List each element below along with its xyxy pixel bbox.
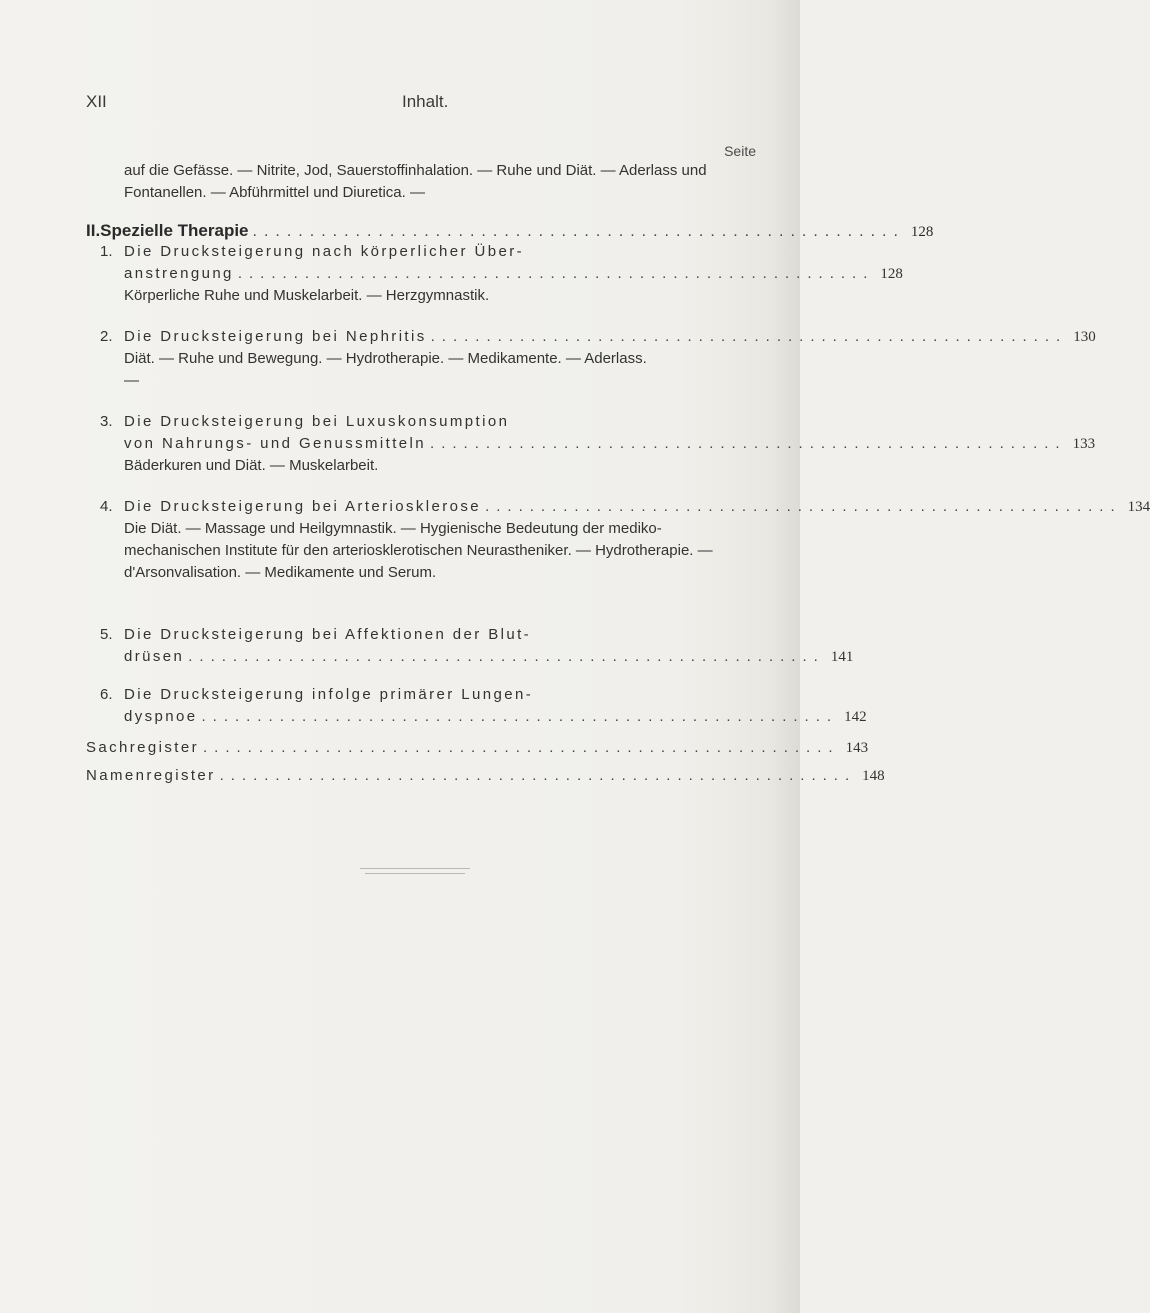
- dot-leader: .........................................................: [430, 328, 1068, 345]
- dot-leader: .........................................................: [203, 739, 840, 756]
- printer-rule: [360, 868, 470, 869]
- dot-leader: .........................................................: [188, 648, 825, 665]
- continuation-text: auf die Gefässe. — Nitrite, Jod, Sauerstoffinhalation. — Ruhe und Diät. — Aderlass und Fontanellen. — Abführmittel und Diuretica. —: [124, 162, 707, 201]
- section-heading: [86, 221, 934, 241]
- entry-description: Diät. — Ruhe und Bewegung. — Hydrotherapie. — Medikamente. — Aderlass. —: [124, 350, 647, 389]
- entry-description: Bäderkuren und Diät. — Muskelarbeit.: [124, 457, 379, 474]
- entry-number: 3.: [100, 413, 113, 430]
- entry-page: 142: [844, 709, 867, 725]
- entry-page: 141: [830, 649, 854, 665]
- toc-entry-1: [100, 241, 903, 307]
- page-roman-number: XII: [86, 92, 107, 111]
- register-page: 143: [845, 740, 869, 756]
- register-title: Sachregister: [86, 739, 200, 756]
- register-sachregister: [86, 737, 869, 759]
- entry-title-line: Die Drucksteigerung bei Luxuskonsumption: [124, 413, 510, 430]
- register-namenregister: [86, 765, 885, 787]
- entry-title-line: anstrengung: [124, 265, 234, 282]
- register-title: Namenregister: [86, 767, 216, 784]
- column-label-seite: Seite: [724, 143, 756, 159]
- dot-leader: .........................................................: [430, 435, 1067, 452]
- entry-page: 130: [1073, 329, 1096, 345]
- register-page: 148: [862, 768, 885, 784]
- entry-number: 6.: [100, 686, 113, 703]
- dot-leader: .........................................................: [219, 767, 857, 784]
- entry-title-line: dyspnoe: [124, 708, 198, 725]
- entry-page: 134: [1127, 499, 1150, 515]
- dot-leader: .........................................................: [237, 265, 875, 282]
- entry-title-line: Die Drucksteigerung bei Arteriosklerose: [124, 498, 482, 515]
- entry-description: Körperliche Ruhe und Muskelarbeit. — Herzgymnastik.: [124, 287, 490, 304]
- entry-title-line: Die Drucksteigerung infolge primärer Lungen-: [124, 686, 534, 703]
- entry-title-line: Die Drucksteigerung nach körperlicher Über-: [124, 243, 524, 260]
- entry-number: 5.: [100, 626, 113, 643]
- entry-description: Die Diät. — Massage und Heilgymnastik. — Hygienische Bedeutung der mediko-mechanischen Institute für den arteriosklerotischen Neurastheniker. — Hydrotherapie. — d'Arsonvalisation. — Medikamente und Serum.: [124, 520, 713, 581]
- entry-title-line: Die Drucksteigerung bei Affektionen der Blut-: [124, 626, 532, 643]
- entry-title-line: drüsen: [124, 648, 185, 665]
- dot-leader: .........................................................: [252, 223, 905, 240]
- dot-leader: .........................................................: [485, 498, 1122, 515]
- section-page: 128: [910, 224, 934, 240]
- toc-entry-5: [100, 624, 854, 668]
- entry-title-line: von Nahrungs- und Genussmitteln: [124, 435, 427, 452]
- running-title: Inhalt.: [402, 92, 449, 111]
- toc-entry-4: [100, 496, 1150, 584]
- toc-entry-3: [100, 411, 1096, 477]
- entry-number: 1.: [100, 243, 113, 260]
- section-roman: II.: [86, 221, 101, 240]
- entry-number: 2.: [100, 328, 113, 345]
- entry-page: 133: [1072, 436, 1096, 452]
- printer-rule: [365, 873, 465, 874]
- dot-leader: .........................................................: [201, 708, 839, 725]
- entry-page: 128: [880, 266, 903, 282]
- entry-title-line: Die Drucksteigerung bei Nephritis: [124, 328, 427, 345]
- entry-number: 4.: [100, 498, 113, 515]
- toc-entry-6: [100, 684, 867, 728]
- section-title: Spezielle Therapie: [100, 221, 249, 240]
- toc-entry-2: [100, 326, 1096, 392]
